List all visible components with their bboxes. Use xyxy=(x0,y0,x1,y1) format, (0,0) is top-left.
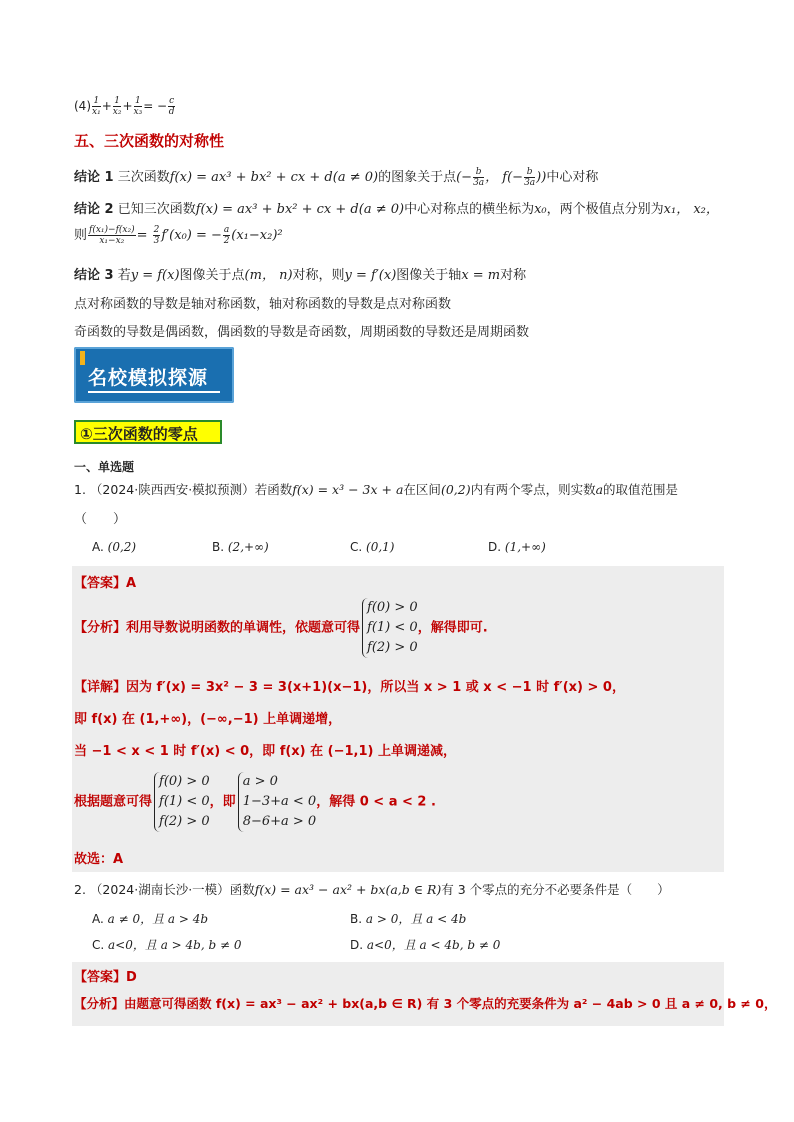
q1-stem: 1. （2024·陕西西安·模拟预测）若函数f(x) = x³ − 3x + a在区间(0,2)内有两个零点，则实数a的取值范围是 xyxy=(74,482,679,497)
q1-option-a[interactable]: A. (0,2) xyxy=(92,540,137,554)
q1-option-c[interactable]: C. (0,1) xyxy=(350,540,395,554)
q2-stem: 2. （2024·湖南长沙·一模）函数f(x) = ax³ − ax² + bx(a,b ∈ R)有 3 个零点的充分不必要条件是（ ） xyxy=(74,882,670,897)
q1-detail-3: 当 −1 < x < 1 时 f′(x) < 0，即 f(x) 在 (−1,1) 上单调递减， xyxy=(74,744,457,759)
q2-option-d[interactable]: D. a<0，且 a < 4b, b ≠ 0 xyxy=(350,938,501,952)
topic-tag: ①三次函数的零点 xyxy=(74,420,222,444)
section-banner xyxy=(74,347,234,403)
conclusion2: 结论 2 已知三次函数f(x) = ax³ + bx² + cx + d(a ≠ 0)中心对称点的横坐标为x₀，两个极值点分别为x₁， x₂， xyxy=(74,202,719,217)
q1-analysis: 【分析】利用导数说明函数的单调性，依题意可得 f(0) > 0 f(1) < 0 f(2) > 0 ，解得即可. xyxy=(74,598,488,658)
q2-answer: 【答案】D xyxy=(74,970,137,985)
q1-option-d[interactable]: D. (1,+∞) xyxy=(488,540,546,554)
banner-accent xyxy=(80,351,85,365)
item4-prefix: (4) xyxy=(74,99,91,113)
q2-analysis: 【分析】由题意可得函数 f(x) = ax³ − ax² + bx(a,b ∈ R) 有 3 个零点的充要条件为 a² − 4ab > 0 且 a ≠ 0, b ≠ 0， xyxy=(74,996,777,1011)
part-title: 一、单选题 xyxy=(74,460,135,474)
q1-paren: （ ） xyxy=(74,512,127,527)
section5-title: 五、三次函数的对称性 xyxy=(74,132,225,150)
item4-line: (4) $\frac{1}{\text{x₁}}$ + $\frac{1}{\text{x₂}}$ + $\frac{1}{\text{x₃}}$ = − $\frac{c}{d}$ xyxy=(74,96,175,117)
banner-underline xyxy=(88,391,220,393)
conclusion2-line2: 则 $\frac{\text{f(x₁)−f(x₂)}}{\text{x₁−x₂}}$ = $\frac{2}{3}$ f′(x₀) = − $\frac{a}{2}$ (x₁−x₂)² xyxy=(74,225,283,246)
q1-detail-2: 即 f(x) 在 (1,+∞)，(−∞,−1) 上单调递增， xyxy=(74,712,342,727)
q2-option-c[interactable]: C. a<0，且 a > 4b, b ≠ 0 xyxy=(92,938,242,952)
q2-option-a[interactable]: A. a ≠ 0，且 a > 4b xyxy=(92,912,209,926)
q1-choose: 故选：A xyxy=(74,852,124,867)
conclusion1: 结论 1 三次函数f(x) = ax³ + bx² + cx + d(a ≠ 0)的图象关于点(− $\frac{b}{3a}$ ， f(− $\frac{b}{3a}$ ))中心对称 xyxy=(74,167,599,188)
q1-answer: 【答案】A xyxy=(74,576,137,591)
q2-option-b[interactable]: B. a > 0，且 a < 4b xyxy=(350,912,467,926)
q1-option-b[interactable]: B. (2,+∞) xyxy=(212,540,269,554)
q1-detail-1: 【详解】因为 f′(x) = 3x² − 3 = 3(x+1)(x−1)，所以当 x > 1 或 x < −1 时 f′(x) > 0， xyxy=(74,680,625,695)
note-odd-even: 奇函数的导数是偶函数，偶函数的导数是奇函数，周期函数的导数还是周期函数 xyxy=(74,325,530,340)
banner-title: 名校模拟探源 xyxy=(88,367,209,389)
q1-detail-4: 根据题意可得 f(0) > 0 f(1) < 0 f(2) > 0 ，即 a > 0 1−3+a < 0 8−6+a > 0 ，解得 0 < a < 2 . xyxy=(74,772,436,832)
note-point-symmetry: 点对称函数的导数是轴对称函数，轴对称函数的导数是点对称函数 xyxy=(74,297,452,312)
conclusion3: 结论 3 若y = f(x)图像关于点(m， n)对称，则y = f′(x)图像关于轴x = m对称 xyxy=(74,268,527,283)
